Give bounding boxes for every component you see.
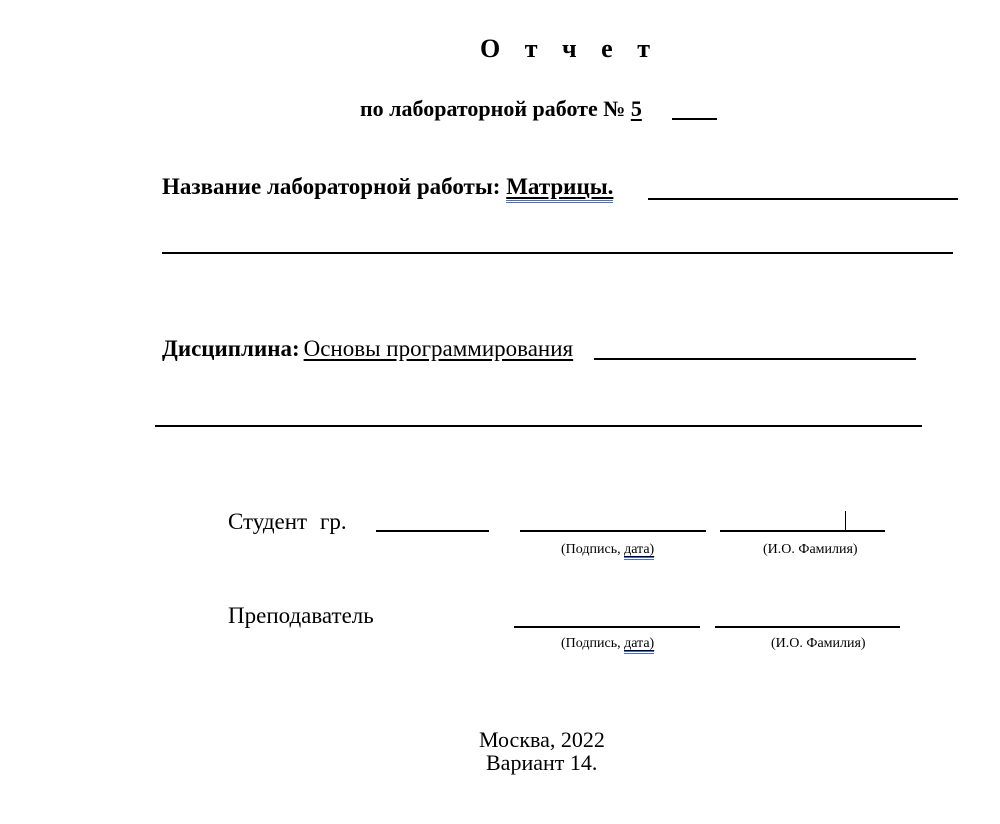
student-name-rule	[720, 530, 885, 532]
teacher-signature-caption-date: дата)	[624, 636, 654, 654]
discipline-value: Основы программирования	[303, 336, 574, 361]
discipline-label: Дисциплина:	[162, 336, 300, 361]
lab-name-line	[162, 174, 613, 200]
student-signature-caption-date: дата)	[624, 542, 654, 560]
lab-name-continuation-rule	[162, 252, 953, 254]
discipline-continuation-rule	[155, 425, 922, 427]
teacher-signature-caption	[561, 636, 654, 652]
discipline-rule	[594, 358, 916, 360]
teacher-name-rule	[715, 626, 900, 628]
lab-number: 5	[630, 96, 642, 121]
lab-number-rule	[672, 118, 717, 120]
lab-name-label: Название лабораторной работы:	[162, 174, 501, 199]
footer-city-year: Москва, 2022	[479, 727, 605, 752]
teacher-signature-caption-open: (Подпись,	[561, 636, 621, 651]
teacher-signature-rule	[514, 626, 700, 628]
lab-name-value: Матрицы.	[506, 174, 613, 203]
document-title: О т ч е т	[480, 34, 659, 63]
student-signature-caption	[561, 542, 654, 558]
group-number-rule	[376, 530, 489, 532]
text-cursor	[845, 511, 846, 531]
group-label: гр.	[320, 509, 347, 534]
student-label: Студент	[228, 509, 308, 534]
discipline-line	[162, 336, 573, 362]
lab-subtitle	[360, 96, 642, 122]
teacher-label: Преподаватель	[228, 603, 374, 628]
teacher-name-caption: (И.О. Фамилия)	[771, 636, 866, 651]
footer-variant: Вариант 14.	[486, 750, 598, 775]
student-signature-rule	[520, 530, 706, 532]
lab-subtitle-prefix: по лабораторной работе №	[360, 96, 626, 121]
student-signature-caption-open: (Подпись,	[561, 542, 621, 557]
lab-name-rule	[648, 198, 958, 200]
student-name-caption: (И.О. Фамилия)	[763, 542, 858, 557]
